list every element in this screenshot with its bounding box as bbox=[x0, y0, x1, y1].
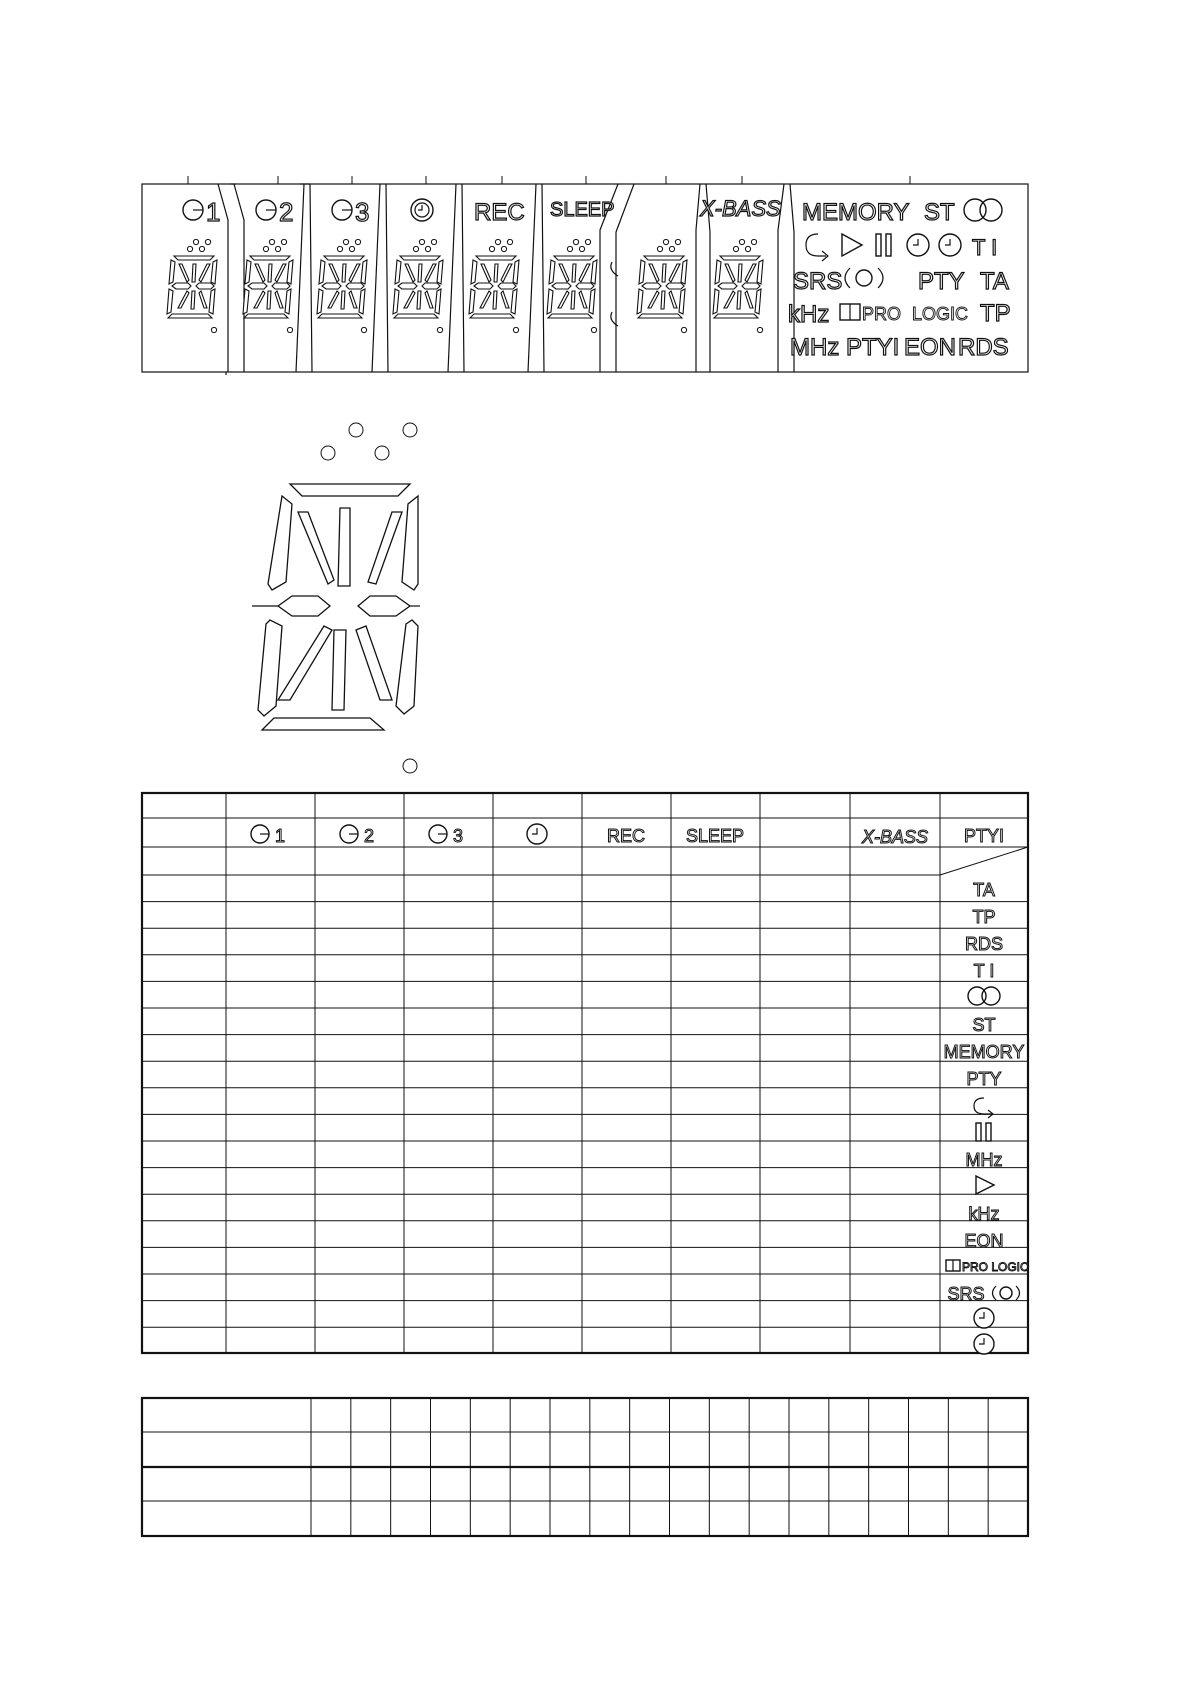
t1-eon: EON bbox=[964, 1231, 1004, 1251]
t1-memory: MEMORY bbox=[943, 1042, 1025, 1062]
t1-header-timer-icon bbox=[527, 824, 547, 844]
svg-text:2: 2 bbox=[363, 826, 375, 846]
t1-tp: TP bbox=[972, 907, 996, 927]
mhz-label: MHz bbox=[790, 334, 840, 361]
grid-label-g3 bbox=[332, 197, 369, 227]
t1-st: ST bbox=[972, 1015, 996, 1035]
rec-label: REC bbox=[474, 199, 525, 226]
t1-khz: kHz bbox=[968, 1204, 1000, 1224]
indicator-block bbox=[788, 199, 1011, 361]
grid-label-g2 bbox=[256, 197, 293, 227]
eon-label: EON bbox=[904, 334, 957, 361]
t1-rds: RDS bbox=[964, 934, 1004, 954]
g2-number: 2 bbox=[279, 197, 294, 227]
t1-header-xbass: X-BASS bbox=[861, 827, 929, 847]
repeat-icon bbox=[806, 234, 828, 261]
stereo-icon bbox=[964, 199, 1002, 221]
t1-ta: TA bbox=[973, 880, 995, 900]
svg-text:PRO LOGIC: PRO LOGIC bbox=[962, 1260, 1029, 1274]
grid-anode-table bbox=[142, 793, 1029, 1354]
grid-label-g1 bbox=[183, 197, 220, 227]
t1-repeat-icon bbox=[974, 1098, 993, 1118]
digit-6 bbox=[547, 239, 597, 332]
timer-icon bbox=[907, 234, 929, 256]
t1-pty: PTY bbox=[966, 1069, 1002, 1089]
sleep-label: SLEEP bbox=[550, 199, 615, 221]
digit-2 bbox=[243, 239, 293, 332]
t1-timer-icon bbox=[974, 1308, 994, 1328]
ta-label: TA bbox=[980, 268, 1009, 295]
t1-stereo-icon bbox=[968, 987, 1000, 1005]
tp-label: TP bbox=[980, 300, 1011, 327]
t1-header-rec: REC bbox=[606, 826, 646, 846]
rds-label: RDS bbox=[958, 334, 1009, 361]
khz-label: kHz bbox=[788, 301, 830, 328]
srs-icon bbox=[845, 268, 883, 288]
dolby-icon bbox=[840, 304, 860, 320]
digit-7 bbox=[637, 239, 687, 332]
timer-icon bbox=[411, 199, 433, 221]
digit-3 bbox=[317, 239, 367, 332]
t1-header-g2 bbox=[340, 825, 374, 846]
ti-label: T I bbox=[972, 235, 998, 260]
g3-number: 3 bbox=[355, 197, 370, 227]
memory-label: MEMORY bbox=[802, 199, 910, 226]
ptyi-label: PTYI bbox=[846, 334, 900, 361]
pin-table bbox=[142, 1398, 1028, 1536]
digit-1 bbox=[167, 239, 217, 332]
logic-label: LOGIC bbox=[912, 304, 969, 324]
st-label: ST bbox=[924, 199, 955, 226]
pro-label: PRO bbox=[862, 304, 902, 324]
pty-label: PTY bbox=[918, 268, 965, 295]
t1-header-g1 bbox=[251, 825, 285, 846]
t1-dolby-prologic bbox=[946, 1260, 1029, 1274]
play-icon bbox=[842, 234, 862, 256]
svg-text:1: 1 bbox=[274, 826, 286, 846]
t1-play-icon bbox=[976, 1176, 994, 1194]
g1-number: 1 bbox=[206, 197, 221, 227]
svg-text:SRS: SRS bbox=[947, 1284, 985, 1304]
large-segment-digit bbox=[252, 423, 420, 773]
t1-mhz: MHz bbox=[965, 1150, 1003, 1170]
digit-8 bbox=[713, 239, 763, 332]
t1-ti: T I bbox=[973, 961, 995, 981]
digit-4 bbox=[393, 239, 443, 332]
timer-icon bbox=[939, 234, 961, 256]
t1-header-g3 bbox=[429, 825, 463, 846]
colon-marks bbox=[611, 262, 618, 326]
svg-text:3: 3 bbox=[452, 826, 464, 846]
xbass-label: X-BASS bbox=[700, 196, 781, 221]
t1-header-sleep: SLEEP bbox=[685, 826, 745, 846]
t1-header-ptyi: PTYI bbox=[963, 826, 1005, 846]
digit-5 bbox=[469, 239, 519, 332]
pause-icon bbox=[876, 234, 891, 256]
t1-pause-icon bbox=[976, 1123, 991, 1141]
t1-timer-icon bbox=[974, 1334, 994, 1354]
srs-label: SRS bbox=[793, 268, 843, 295]
